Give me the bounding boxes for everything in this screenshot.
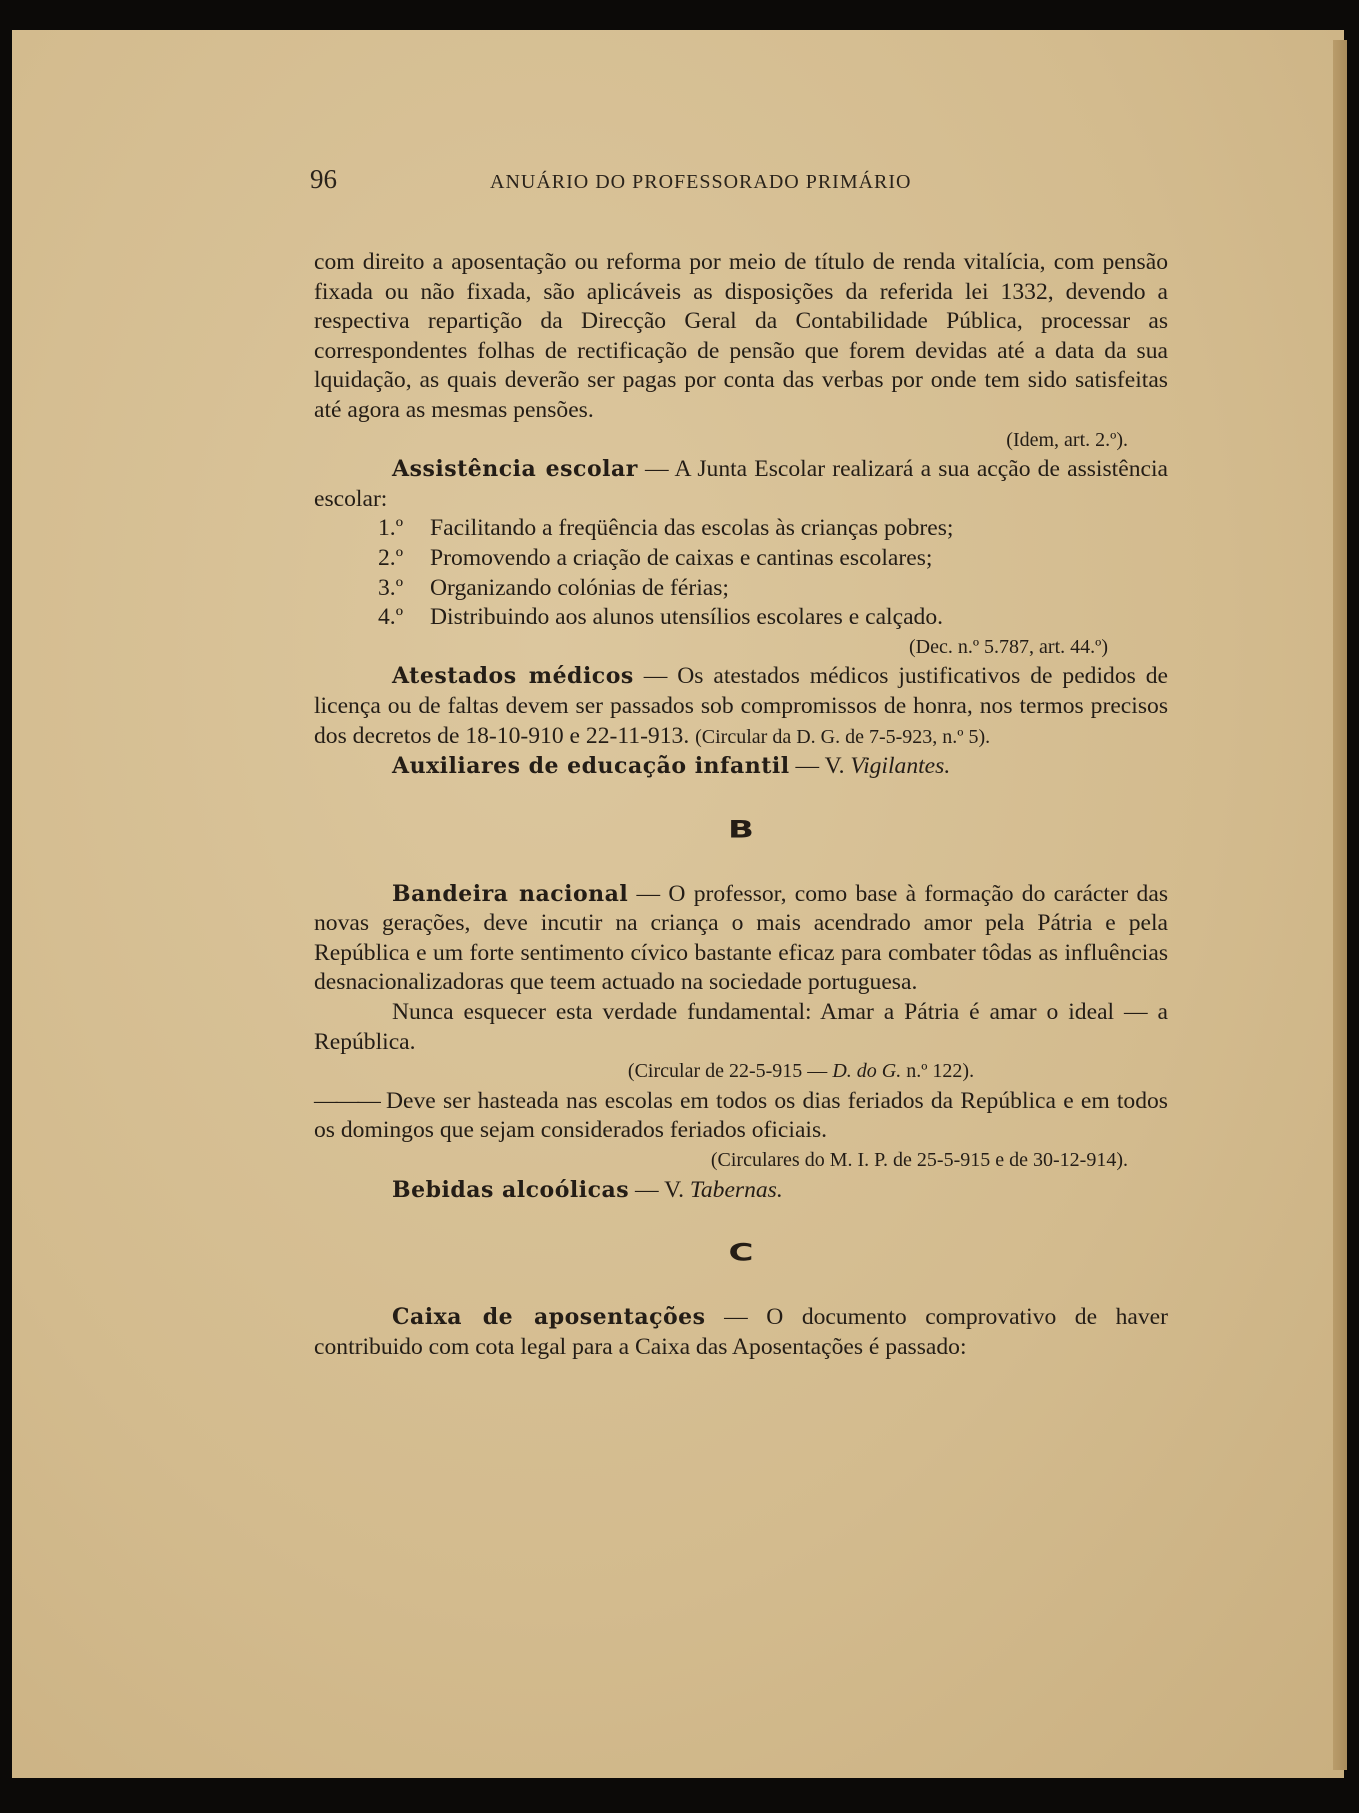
list-number: 4.º bbox=[378, 604, 404, 631]
list-number: 1.º bbox=[378, 515, 404, 542]
ref-italic: D. do G. bbox=[832, 1060, 902, 1083]
assistencia-reference: (Dec. n.º 5.787, art. 44.º) bbox=[908, 635, 1108, 658]
list-text: Organizando colónias de férias; bbox=[430, 574, 729, 601]
list-text: Facilitando a freqüência das escolas às crianças pobres; bbox=[430, 515, 954, 542]
bandeira-reference bbox=[314, 1057, 1168, 1087]
ref-text: n.º 122). bbox=[901, 1060, 975, 1083]
entry-text: — V. bbox=[629, 1176, 690, 1203]
entry-text: Deve ser hasteada nas escolas em todos os dias feriados da República e em todos os domingos que sejam considerados feriados oficiais. bbox=[314, 1087, 1168, 1144]
list-item bbox=[314, 574, 1168, 604]
list-item bbox=[314, 603, 1168, 633]
list-text: Distribuindo aos alunos utensílios escolares e calçado. bbox=[430, 604, 944, 631]
list-text: Promovendo a criação de caixas e cantinas escolares; bbox=[430, 544, 933, 571]
hasteada-reference: (Circulares do M. I. P. de 25-5-915 e de 30-12-914). bbox=[710, 1149, 1128, 1172]
list-item bbox=[314, 514, 1168, 544]
entry-auxiliares bbox=[314, 752, 1168, 782]
nunca-paragraph: Nunca esquecer esta verdade fundamental: Amar a Pátria é amar o ideal — a República. bbox=[314, 999, 1168, 1055]
ref-text: (Circular de 22-5-915 — bbox=[627, 1060, 833, 1083]
page-body bbox=[314, 248, 1168, 1362]
entry-text: — O documento comprovativo de haver contribuido com cota legal para a Caixa das Aposentações é passado: bbox=[314, 1304, 1168, 1360]
entry-text: — A Junta Escolar realizará a sua acção de assistência escolar: bbox=[314, 456, 1168, 512]
entry-caixa bbox=[314, 1303, 1168, 1362]
section-letter-c: C bbox=[728, 1239, 754, 1268]
entry-text: — O professor, como base à formação do carácter das novas gerações, deve incutir na criança o mais acendrado amor pela Pátria e pela República e um forte sentimento cívico bastante eficaz para combater tôdas as influências desnacionalizadoras que teem actuado na sociedade portuguesa. bbox=[314, 880, 1169, 996]
cross-reference: Tabernas. bbox=[689, 1176, 783, 1203]
entry-text: — V. bbox=[789, 753, 851, 780]
entry-bebidas bbox=[314, 1176, 1168, 1206]
page-header bbox=[310, 164, 1180, 194]
entry-head: Caixa de aposentações bbox=[392, 1304, 706, 1331]
entry-head: Auxiliares de educação infantil bbox=[392, 753, 790, 780]
entry-head: Atestados médicos bbox=[392, 663, 634, 690]
hasteada-paragraph bbox=[314, 1087, 1168, 1146]
em-dash-rule: ——— bbox=[314, 1087, 379, 1114]
page-number: 96 bbox=[310, 164, 337, 194]
cross-reference: Vigilantes. bbox=[850, 753, 951, 780]
entry-text: — Os atestados médicos justificativos de pedidos de licença ou de faltas devem ser passados sob compromissos de honra, nos termos precisos dos decretos de 18-10-910 e 22-11-913. bbox=[314, 663, 1169, 749]
intro-paragraph: com direito a aposentação ou reforma por meio de título de renda vitalícia, com pensão fixada ou não fixada, são aplicáveis as disposições da referida lei 1332, devendo a respectiva repartição da Direcção Geral da Contabilidade Pública, processar as correspondentes folhas de rectificação de pensão que forem devidas até a data da sua lquidação, as quais deverão ser pagas por conta das verbas por onde tem sido satisfeitas até agora as mesmas pensões. bbox=[314, 249, 1168, 423]
running-title: ANUÁRIO DO PROFESSORADO PRIMÁRIO bbox=[490, 171, 912, 193]
section-letter-b: B bbox=[728, 815, 754, 844]
list-item bbox=[314, 544, 1168, 574]
entry-assistencia bbox=[314, 455, 1168, 514]
atestados-reference: (Circular da D. G. de 7-5-923, n.º 5). bbox=[695, 725, 991, 748]
entry-atestados bbox=[314, 662, 1168, 752]
entry-head: Bandeira nacional bbox=[392, 880, 629, 907]
entry-bandeira bbox=[314, 880, 1168, 998]
list-number: 3.º bbox=[378, 574, 404, 601]
entry-head: Bebidas alcoólicas bbox=[392, 1176, 630, 1203]
entry-head: Assistência escolar bbox=[392, 456, 638, 483]
intro-reference: (Idem, art. 2.º). bbox=[1006, 428, 1128, 451]
list-number: 2.º bbox=[378, 544, 404, 571]
page-edge bbox=[1333, 40, 1347, 1770]
